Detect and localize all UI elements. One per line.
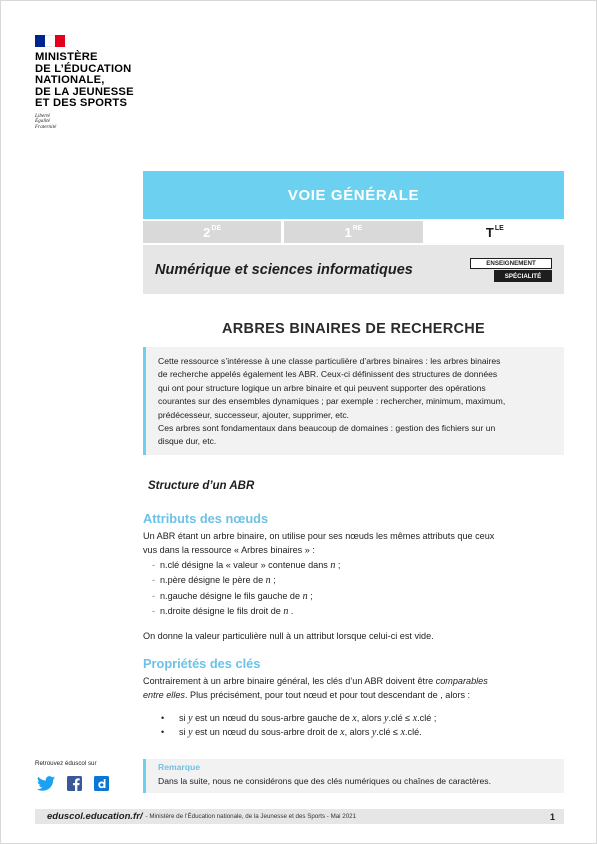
- rule-text: .clé.: [405, 726, 422, 737]
- intro-line: courantes sur des ensembles dynamiques ; par exemple : rechercher, minimum, maximum,: [158, 396, 506, 407]
- remark-box: [143, 759, 564, 793]
- paragraph-line: vus dans la ressource « Arbres binaires » :: [143, 544, 315, 555]
- rule-text: si: [179, 726, 189, 737]
- intro-line: Cette ressource s’intéresse à une classe particulière d’arbres binaires : les arbres binaires: [158, 356, 501, 366]
- item-text: n.droite désigne le fils droit de: [160, 605, 284, 616]
- paragraph-line: [143, 689, 563, 703]
- twitter-icon[interactable]: [37, 776, 55, 791]
- math-var: x: [352, 713, 357, 724]
- rule-text: est un nœud du sous-arbre droit de: [192, 726, 341, 737]
- intro-line: qui ont pour structure logique un arbre binaire et qui peuvent supporter des opérations: [158, 382, 486, 393]
- social-links: [37, 776, 109, 791]
- subject-title: Numérique et sciences informatiques: [155, 262, 413, 278]
- badge-specialite: SPÉCIALITÉ: [494, 270, 552, 282]
- badge-enseignement: ENSEIGNEMENT: [470, 258, 552, 269]
- level-tab-premiere: [284, 221, 422, 243]
- level-tabs: [143, 221, 564, 243]
- paragraph-line: [143, 675, 563, 689]
- dailymotion-icon[interactable]: [94, 776, 109, 791]
- heading-attributs: Attributs des nœuds: [143, 511, 269, 526]
- text-emphasis: entre elles: [143, 689, 185, 700]
- intro-line: de recherche appelés également les ABR. Ceux-ci définissent des structures de données: [158, 369, 498, 380]
- motto-line: Fraternité: [35, 124, 57, 131]
- level-tab-terminale: [426, 221, 564, 243]
- voie-banner: VOIE GÉNÉRALE: [143, 171, 564, 219]
- ministry-line: DE LA JEUNESSE: [35, 85, 134, 98]
- key-rules-list: [161, 712, 436, 739]
- math-var: x: [412, 713, 418, 724]
- list-item: [152, 589, 340, 604]
- attributes-paragraph: [143, 530, 563, 557]
- rule-text: .clé ≤: [388, 713, 413, 723]
- facebook-icon[interactable]: [67, 776, 82, 791]
- keys-paragraph: [143, 675, 563, 702]
- footer-text: - Ministère de l’Éducation nationale, de la Jeunesse et des Sports - Mai 2021: [145, 813, 357, 820]
- ministry-line: ET DES SPORTS: [35, 97, 128, 109]
- list-item: [152, 604, 340, 619]
- french-flag-icon: [35, 35, 65, 47]
- item-text: n.père désigne le père de: [160, 575, 266, 586]
- rule-right: [161, 726, 436, 740]
- subject-band: [143, 245, 564, 294]
- math-var: y: [384, 713, 389, 724]
- heading-proprietes: Propriétés des clés: [143, 656, 261, 671]
- rule-text: si: [179, 713, 189, 723]
- document-title: ARBRES BINAIRES DE RECHERCHE: [222, 321, 485, 337]
- intro-line: prédécesseur, successeur, ajouter, supprimer, etc.: [158, 409, 350, 420]
- text-emphasis: comparables: [435, 676, 488, 686]
- math-var: y: [188, 726, 193, 738]
- remark-text: Dans la suite, nous ne considérons que des clés numériques ou chaînes de caractères.: [158, 775, 491, 786]
- rule-left: [161, 712, 436, 726]
- list-item: [152, 573, 340, 588]
- item-end: ;: [335, 560, 341, 570]
- motto-line: Liberté: [35, 112, 50, 119]
- text-run: Contrairement à un arbre binaire général, les clés d’un ABR doivent être: [143, 676, 436, 686]
- level-label: 2: [203, 224, 211, 240]
- level-sup: DE: [211, 224, 222, 232]
- republic-motto: [35, 114, 155, 131]
- item-end: ;: [307, 590, 313, 601]
- rule-text: , alors: [344, 726, 372, 737]
- item-text: n.clé désigne la « valeur » contenue dans: [160, 560, 331, 570]
- list-item: [152, 558, 340, 573]
- math-var: x: [400, 726, 406, 738]
- paragraph-line: Un ABR étant un arbre binaire, on utilise pour ses nœuds les mêmes attributs que ceux: [143, 531, 495, 541]
- item-end: ;: [270, 575, 276, 586]
- motto-line: Égalité: [35, 118, 50, 125]
- level-tab-seconde: [143, 221, 281, 243]
- math-var: y: [188, 713, 193, 724]
- math-var: y: [371, 726, 377, 738]
- item-end: .: [288, 605, 294, 616]
- footer-bar: [35, 809, 564, 824]
- rule-text: .clé ≤: [376, 726, 401, 737]
- level-label: T: [485, 224, 494, 240]
- item-math: n: [330, 560, 336, 571]
- intro-line: disque dur, etc.: [158, 436, 217, 447]
- level-sup: LE: [494, 224, 504, 232]
- item-text: n.gauche désigne le fils gauche de: [160, 590, 303, 601]
- ministry-line: NATIONALE,: [35, 74, 105, 86]
- rule-text: .clé ;: [417, 713, 437, 723]
- text-run: . Plus précisément, pour tout nœud et pour tout descendant de , alors :: [184, 689, 471, 700]
- attribute-list: [152, 558, 340, 619]
- footer-site-link[interactable]: eduscol.education.fr/: [47, 811, 143, 822]
- item-math: n: [302, 590, 308, 602]
- ministry-line: DE L’ÉDUCATION: [35, 62, 132, 75]
- math-var: x: [340, 726, 345, 738]
- level-sup: RE: [352, 224, 363, 232]
- social-label: Retrouvez éduscol sur: [35, 760, 97, 767]
- ministry-logo: [35, 35, 155, 131]
- section-title: Structure d’un ABR: [148, 480, 255, 492]
- ministry-name: [35, 52, 155, 110]
- item-math: n: [265, 575, 271, 587]
- rule-text: , alors: [356, 713, 385, 723]
- ministry-line: MINISTÈRE: [35, 51, 98, 63]
- rule-text: est un nœud du sous-arbre gauche de: [192, 713, 353, 723]
- item-math: n: [283, 605, 289, 617]
- null-note: On donne la valeur particulière null à un attribut lorsque celui-ci est vide.: [143, 631, 434, 641]
- page-number: 1: [549, 811, 555, 822]
- level-label: 1: [344, 224, 352, 240]
- intro-line: Ces arbres sont fondamentaux dans beaucoup de domaines : gestion des fichiers sur un: [158, 423, 496, 434]
- intro-box: [143, 347, 564, 455]
- remark-title: Remarque: [158, 762, 201, 772]
